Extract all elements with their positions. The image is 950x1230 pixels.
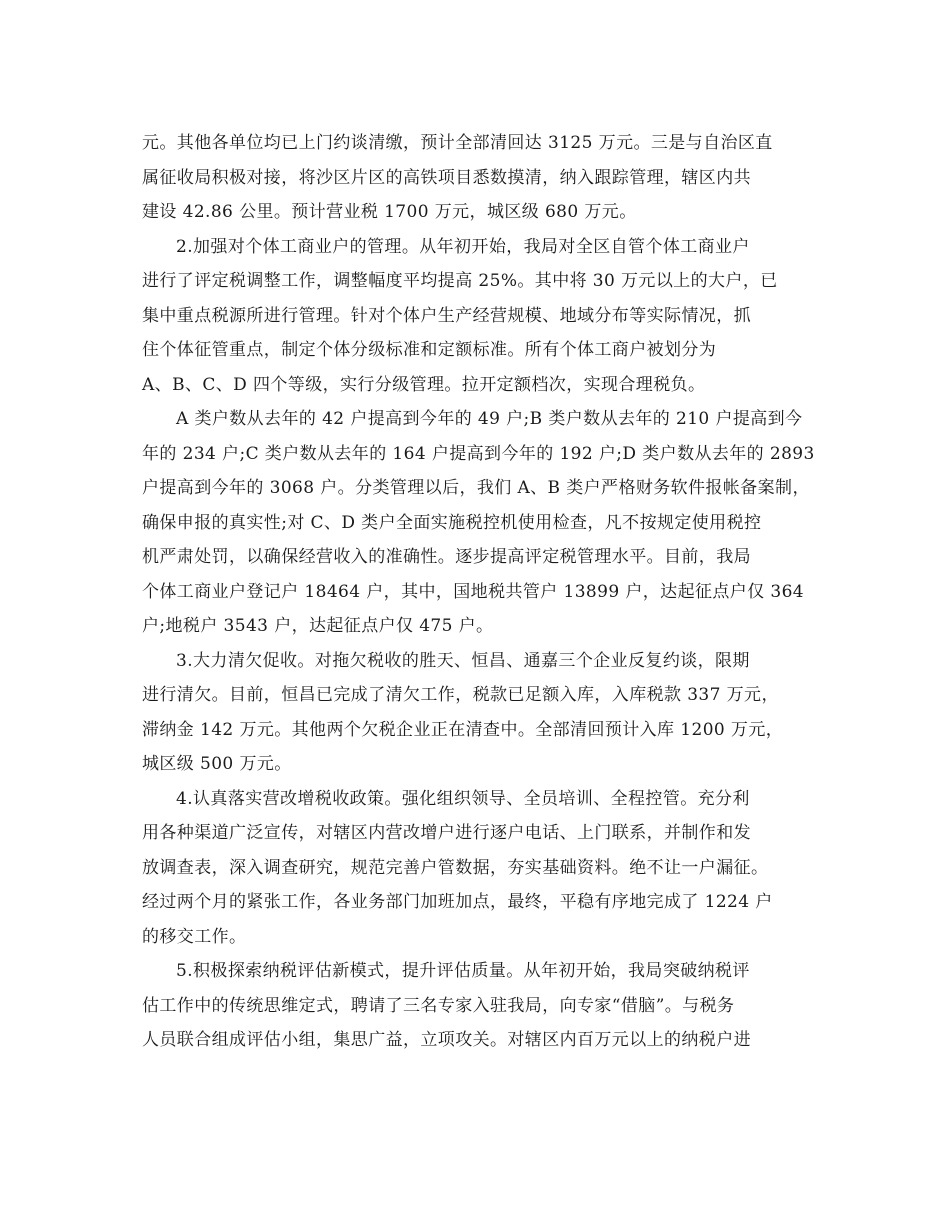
text-line: A、B、C、D 四个等级，实行分级管理。拉开定额档次，实现合理税负。 xyxy=(142,374,706,395)
text-line: 元。其他各单位均已上门约谈清缴，预计全部清回达 3125 万元。三是与自治区直 xyxy=(142,133,773,153)
text-line: 城区级 500 万元。 xyxy=(142,754,292,774)
text-line: 年的 234 户;C 类户数从去年的 164 户提高到今年的 192 户;D 类户数从去年的 2893 xyxy=(142,443,815,464)
text-line: 放调查表，深入调查研究，规范完善户管数据，夯实基础资料。绝不让一户漏征。 xyxy=(142,857,769,878)
text-line: 4.认真落实营改增税收政策。强化组织领导、全员培训、全程控管。充分利 xyxy=(176,788,750,809)
text-line: 人员联合组成评估小组，集思广益，立项攻关。对辖区内百万元以上的纳税户进 xyxy=(142,1030,751,1050)
text-line: 确保申报的真实性;对 C、D 类户全面实施税控机使用检查，凡不按规定使用税控 xyxy=(142,512,762,533)
text-line: 2.加强对个体工商业户的管理。从年初开始，我局对全区自管个体工商业户 xyxy=(176,236,750,257)
text-line: 住个体征管重点，制定个体分级标准和定额标准。所有个体工商户被划分为 xyxy=(142,340,717,360)
text-line: 个体工商业户登记户 18464 户，其中，国地税共管户 13899 户，达起征点户仅 364 xyxy=(142,581,805,602)
text-line: 进行清欠。目前，恒昌已完成了清欠工作，税款已足额入库，入库税款 337 万元， xyxy=(142,685,779,705)
text-line: 3.大力清欠促收。对拖欠税收的胜天、恒昌、通嘉三个企业反复约谈，限期 xyxy=(176,650,750,671)
text-line: 的移交工作。 xyxy=(142,926,247,947)
text-line: 户;地税户 3543 户，达起征点户仅 475 户。 xyxy=(142,616,494,636)
text-line: 集中重点税源所进行管理。针对个体户生产经营规模、地域分布等实际情况，抓 xyxy=(142,305,751,326)
text-line: 进行了评定税调整工作，调整幅度平均提高 25%。其中将 30 万元以上的大户，已 xyxy=(142,271,778,291)
text-line: 用各种渠道广泛宣传，对辖区内营改增户进行逐户电话、上门联系，并制作和发 xyxy=(142,823,751,843)
text-line: 属征收局积极对接，将沙区片区的高铁项目悉数摸清，纳入跟踪管理，辖区内共 xyxy=(142,167,751,188)
text-line: 机严肃处罚，以确保经营收入的准确性。逐步提高评定税管理水平。目前，我局 xyxy=(142,547,751,567)
text-line: 户提高到今年的 3068 户。分类管理以后，我们 A、B 类户严格财务软件报帐备案制， xyxy=(142,478,810,498)
text-line: 5.积极探索纳税评估新模式，提升评估质量。从年初开始，我局突破纳税评 xyxy=(176,961,750,981)
text-line: 建设 42.86 公里。预计营业税 1700 万元，城区级 680 万元。 xyxy=(142,202,637,222)
text-line: A 类户数从去年的 42 户提高到今年的 49 户;B 类户数从去年的 210 户提高到今 xyxy=(176,409,803,429)
text-line: 估工作中的传统思维定式，聘请了三名专家入驻我局，向专家“借脑”。与税务 xyxy=(142,995,735,1016)
document-body xyxy=(142,126,832,1058)
text-line: 经过两个月的紧张工作，各业务部门加班加点，最终，平稳有序地完成了 1224 户 xyxy=(142,892,773,912)
text-line: 滞纳金 142 万元。其他两个欠税企业正在清查中。全部清回预计入库 1200 万元， xyxy=(142,719,784,740)
